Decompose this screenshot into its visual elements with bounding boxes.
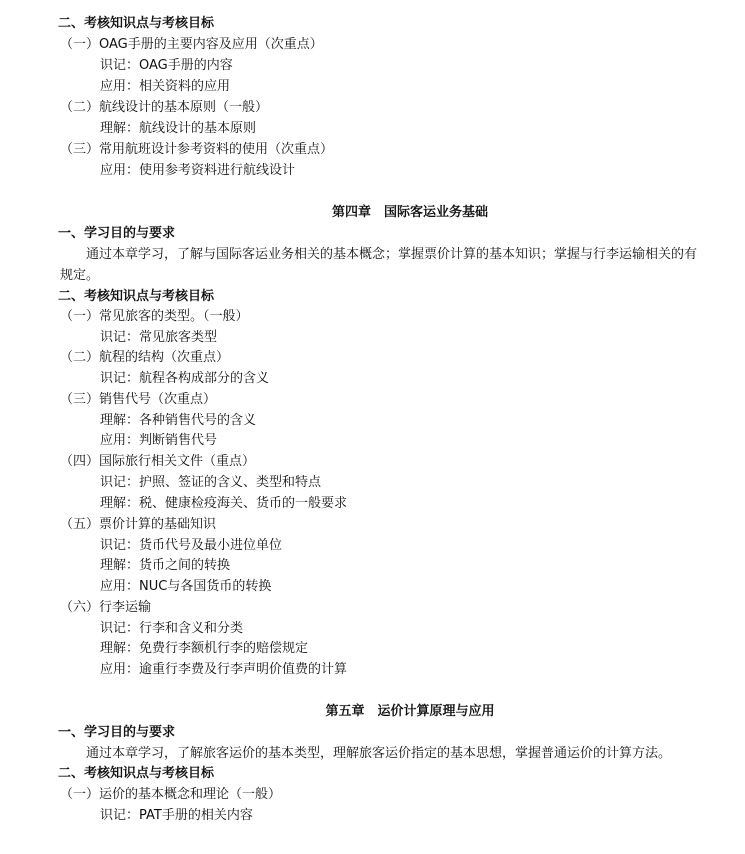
list-subitem: 理解：免费行李额机行李的赔偿规定 [100,641,309,656]
paragraph-line: 通过本章学习，了解与国际客运业务相关的基本概念；掌握票价计算的基本知识；掌握与行李运输相关的有 [86,247,698,262]
list-subitem: 应用：逾重行李费及行李声明价值费的计算 [100,662,348,677]
list-subitem: 识记：货币代号及最小进位单位 [100,538,283,553]
list-subitem: 识记：护照、签证的含义、类型和特点 [100,475,322,490]
list-subitem: 应用：使用参考资料进行航线设计 [100,163,296,178]
list-subitem: 识记：常见旅客类型 [100,330,218,345]
list-subitem: 应用：判断销售代号 [100,433,218,448]
section-heading: 一、学习目的与要求 [58,226,176,241]
list-subitem: 识记：航程各构成部分的含义 [100,371,270,386]
chapter-title: 第四章 国际客运业务基础 [331,205,488,220]
paragraph-line: 规定。 [60,268,100,283]
section-heading: 二、考核知识点与考核目标 [58,289,215,304]
list-item: （三）常用航班设计参考资料的使用（次重点） [60,142,334,157]
list-item: （四）国际旅行相关文件（重点） [60,454,256,469]
list-subitem: 识记：OAG手册的内容 [100,58,233,73]
list-subitem: 理解：货币之间的转换 [100,558,231,573]
list-item: （二）航线设计的基本原则（一般） [60,100,269,115]
list-subitem: 识记：行李和含义和分类 [100,621,244,636]
list-subitem: 理解：航线设计的基本原则 [100,121,257,136]
section-heading: 一、学习目的与要求 [58,725,176,740]
list-item: （五）票价计算的基础知识 [60,517,217,532]
section-heading: 二、考核知识点与考核目标 [58,766,215,781]
list-item: （三）销售代号（次重点） [60,392,217,407]
list-item: （一）运价的基本概念和理论（一般） [60,787,282,802]
paragraph-line: 通过本章学习，了解旅客运价的基本类型，理解旅客运价指定的基本思想，掌握普通运价的计算方法。 [86,746,672,761]
section-heading: 二、考核知识点与考核目标 [58,16,215,31]
list-item: （一）OAG手册的主要内容及应用（次重点） [60,37,323,52]
list-item: （一）常见旅客的类型。（一般） [60,309,249,324]
list-item: （二）航程的结构（次重点） [60,350,230,365]
list-subitem: 应用：NUC与各国货币的转换 [100,579,272,594]
list-subitem: 应用：相关资料的应用 [100,79,231,94]
list-subitem: 理解：税、健康检疫海关、货币的一般要求 [100,496,348,511]
list-item: （六）行李运输 [60,600,152,615]
chapter-title: 第五章 运价计算原理与应用 [325,704,495,719]
list-subitem: 理解：各种销售代号的含义 [100,413,257,428]
list-subitem: 识记：PAT手册的相关内容 [100,808,253,823]
